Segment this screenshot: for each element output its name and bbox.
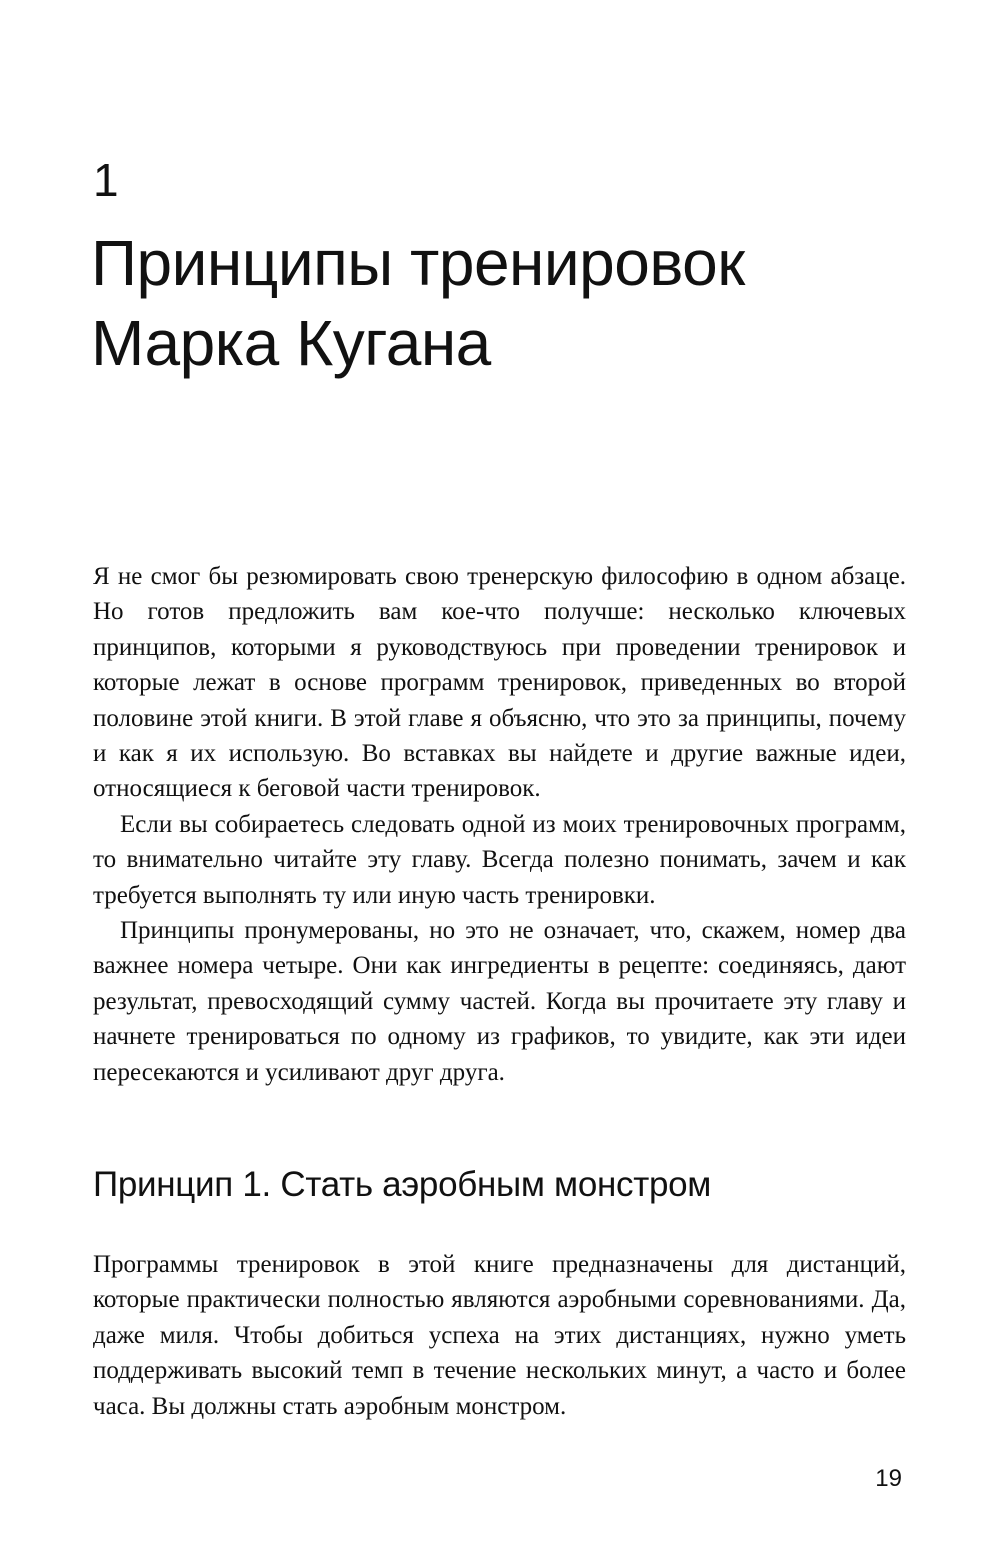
chapter-number: 1 — [93, 154, 119, 206]
chapter-title-line-1: Принципы тренировок — [91, 227, 745, 299]
section-paragraph-1: Программы тренировок в этой книге предназначены для дистанций, которые практически полностью являются аэробными соревнованиями. Да, даже миля. Чтобы добиться успеха на этих дистанциях, нужно уметь поддерживать высокий темп в течение нескольких минут, а часто и более часа. Вы должны стать аэробным монстром. — [93, 1251, 906, 1420]
section-heading: Принцип 1. Стать аэробным монстром — [93, 1165, 712, 1204]
chapter-title-line-2: Марка Кугана — [91, 307, 491, 379]
intro-paragraph-2: Если вы собираетесь следовать одной из моих тренировочных программ, то внимательно читайте эту главу. Всегда полезно понимать, зачем и как требуется выполнять ту или иную часть тренировки. — [93, 810, 906, 909]
section-text — [93, 1247, 906, 1424]
chapter-title — [91, 223, 941, 383]
page-number: 19 — [875, 1465, 902, 1492]
intro-text — [93, 559, 906, 1090]
intro-paragraph-3: Принципы пронумерованы, но это не означает, что, скажем, номер два важнее номера четыре. Они как ингредиенты в рецепте: соединяясь, дают результат, превосходящий сумму частей. Когда вы прочитаете эту главу и начнете тренироваться по одному из графиков, то увидите, как эти идеи пересекаются и усиливают друг друга. — [93, 917, 906, 1086]
intro-paragraph-1: Я не смог бы резюмировать свою тренерскую философию в одном абзаце. Но готов предложить вам кое-что получше: несколько ключевых принципов, которыми я руководствуюсь при проведении тренировок и которые лежат в основе программ тренировок, приведенных во второй половине этой книги. В этой главе я объясню, что это за принципы, почему и как я их использую. Во вставках вы найдете и другие важные идеи, относящиеся к беговой части тренировок. — [93, 563, 906, 803]
